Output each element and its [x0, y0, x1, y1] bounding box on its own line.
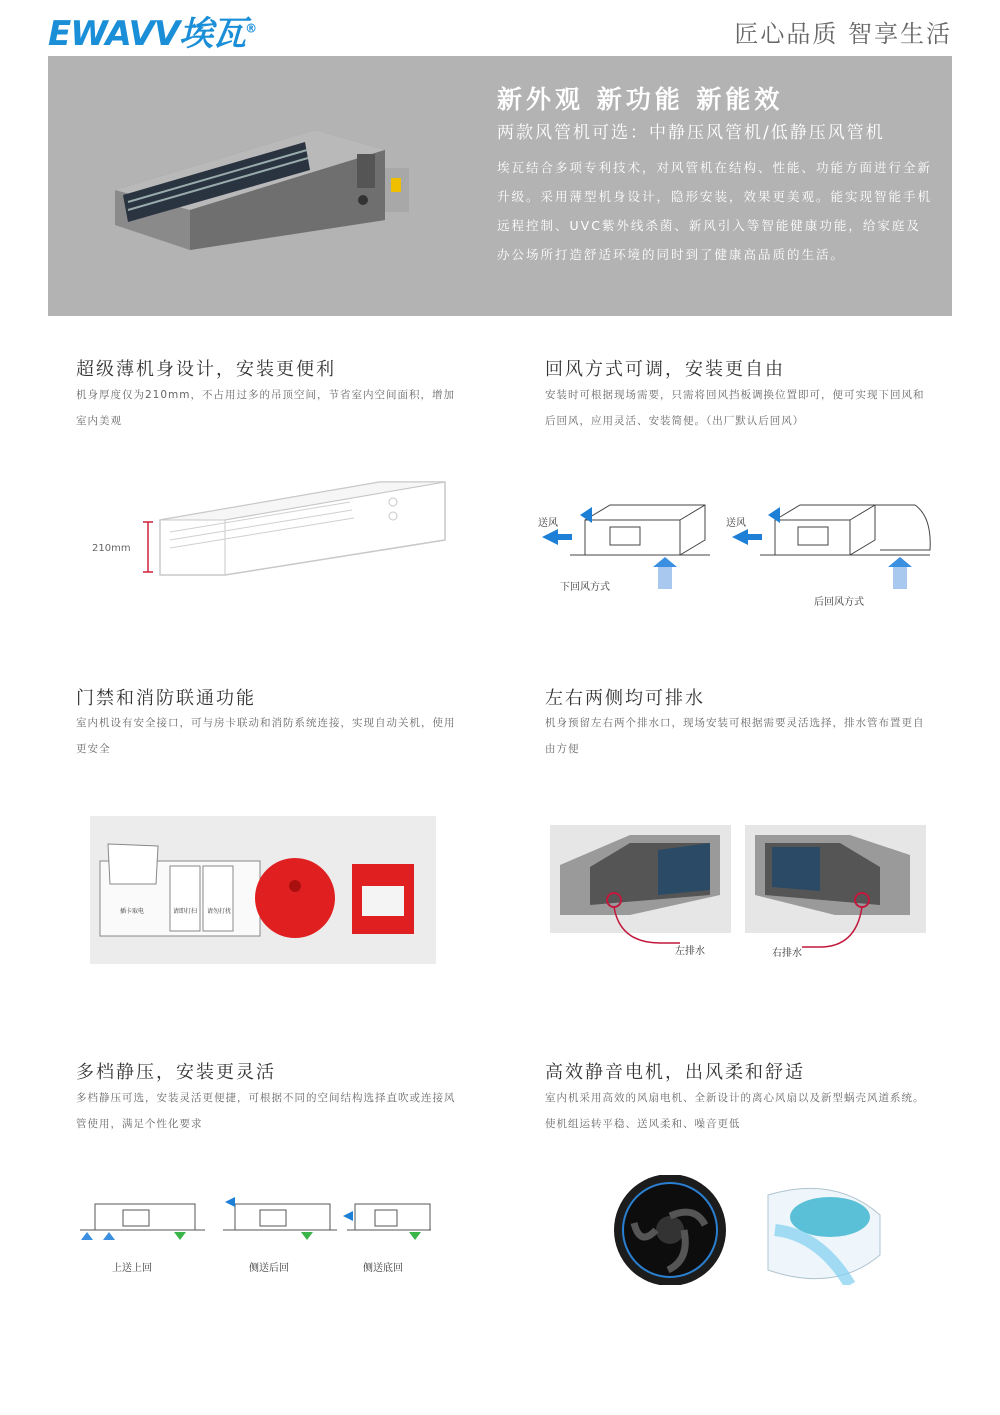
feature-desc-static-pressure: 多档静压可选，安装灵活更便捷，可根据不同的空间结构选择直吹或连接风管使用，满足个性化要求 [76, 1092, 456, 1130]
feature-title-silent-motor: 高效静音电机，出风柔和舒适 [545, 1062, 805, 1083]
feature-desc-thin-body: 机身厚度仅为210mm，不占用过多的吊顶空间，节省室内空间面积，增加室内美观 [76, 389, 455, 427]
brand-logo [48, 6, 256, 55]
feature-title-thin-body: 超级薄机身设计，安装更便利 [76, 359, 336, 380]
feature-desc-access-fire: 室内机设有安全接口，可与房卡联动和消防系统连接，实现自动关机，使用更安全 [76, 717, 456, 755]
registered-mark: ® [245, 21, 257, 36]
caption-bottom-return: 下回风方式 [560, 582, 610, 593]
supply-air-label-right: 送风 [726, 518, 746, 529]
slogan: 匠心品质 智享生活 [734, 20, 952, 48]
panel-label-card: 插卡取电 [120, 908, 145, 915]
banner-title: 新外观 新功能 新能效 [497, 85, 784, 114]
supply-air-label-left: 送风 [538, 518, 558, 529]
feature-title-drainage: 左右两侧均可排水 [545, 688, 705, 709]
thin-body-diagram [80, 470, 460, 585]
feature-desc-drainage: 机身预留左右两个排水口，现场安装可根据需要灵活选择，排水管布置更自由方便 [545, 717, 925, 755]
feature-title-return-air: 回风方式可调，安装更自由 [545, 359, 785, 380]
logo-latin: EWAVV [48, 14, 180, 54]
dimension-label: 210mm [92, 543, 131, 554]
caption-side-supply-rear-return: 侧送后回 [249, 1263, 289, 1274]
caption-rear-return: 后回风方式 [814, 597, 864, 608]
feature-desc-silent-motor: 室内机采用高效的风扇电机、全新设计的离心风扇以及新型蜗壳风道系统。使机组运转平稳、送风柔和、噪音更低 [545, 1092, 925, 1130]
logo-chinese: 埃瓦 [179, 14, 246, 54]
feature-title-static-pressure: 多档静压，安装更灵活 [76, 1062, 276, 1083]
banner-subtitle: 两款风管机可选：中静压风管机/低静压风管机 [497, 123, 885, 143]
access-fire-illustration [90, 816, 436, 964]
caption-top-supply-top-return: 上送上回 [112, 1263, 152, 1274]
duct-unit-photo [95, 110, 430, 260]
banner-description: 埃瓦结合多项专利技术，对风管机在结构、性能、功能方面进行全新升级。采用薄型机身设计，隐形安装，效果更美观。能实现智能手机远程控制、UVC紫外线杀菌、新风引入等智能健康功能，给家庭及办公场所打造舒适环境的同时到了健康高品质的生活。 [497, 160, 933, 262]
panel-label-dnd: 请勿打扰 [207, 908, 232, 915]
motor-fan-photos [610, 1175, 900, 1285]
caption-side-supply-bottom-return: 侧送底回 [363, 1263, 403, 1274]
feature-desc-return-air: 安装时可根据现场需要，只需将回风挡板调换位置即可，便可实现下回风和后回风，应用灵活、安装简便。（出厂默认后回风） [545, 389, 925, 427]
caption-left-drain: 左排水 [675, 946, 705, 957]
feature-title-access-fire: 门禁和消防联通功能 [76, 688, 256, 709]
drainage-photos [550, 825, 926, 957]
caption-right-drain: 右排水 [772, 948, 802, 959]
panel-label-clean: 请即打扫 [173, 908, 198, 915]
static-pressure-diagram [75, 1192, 435, 1247]
